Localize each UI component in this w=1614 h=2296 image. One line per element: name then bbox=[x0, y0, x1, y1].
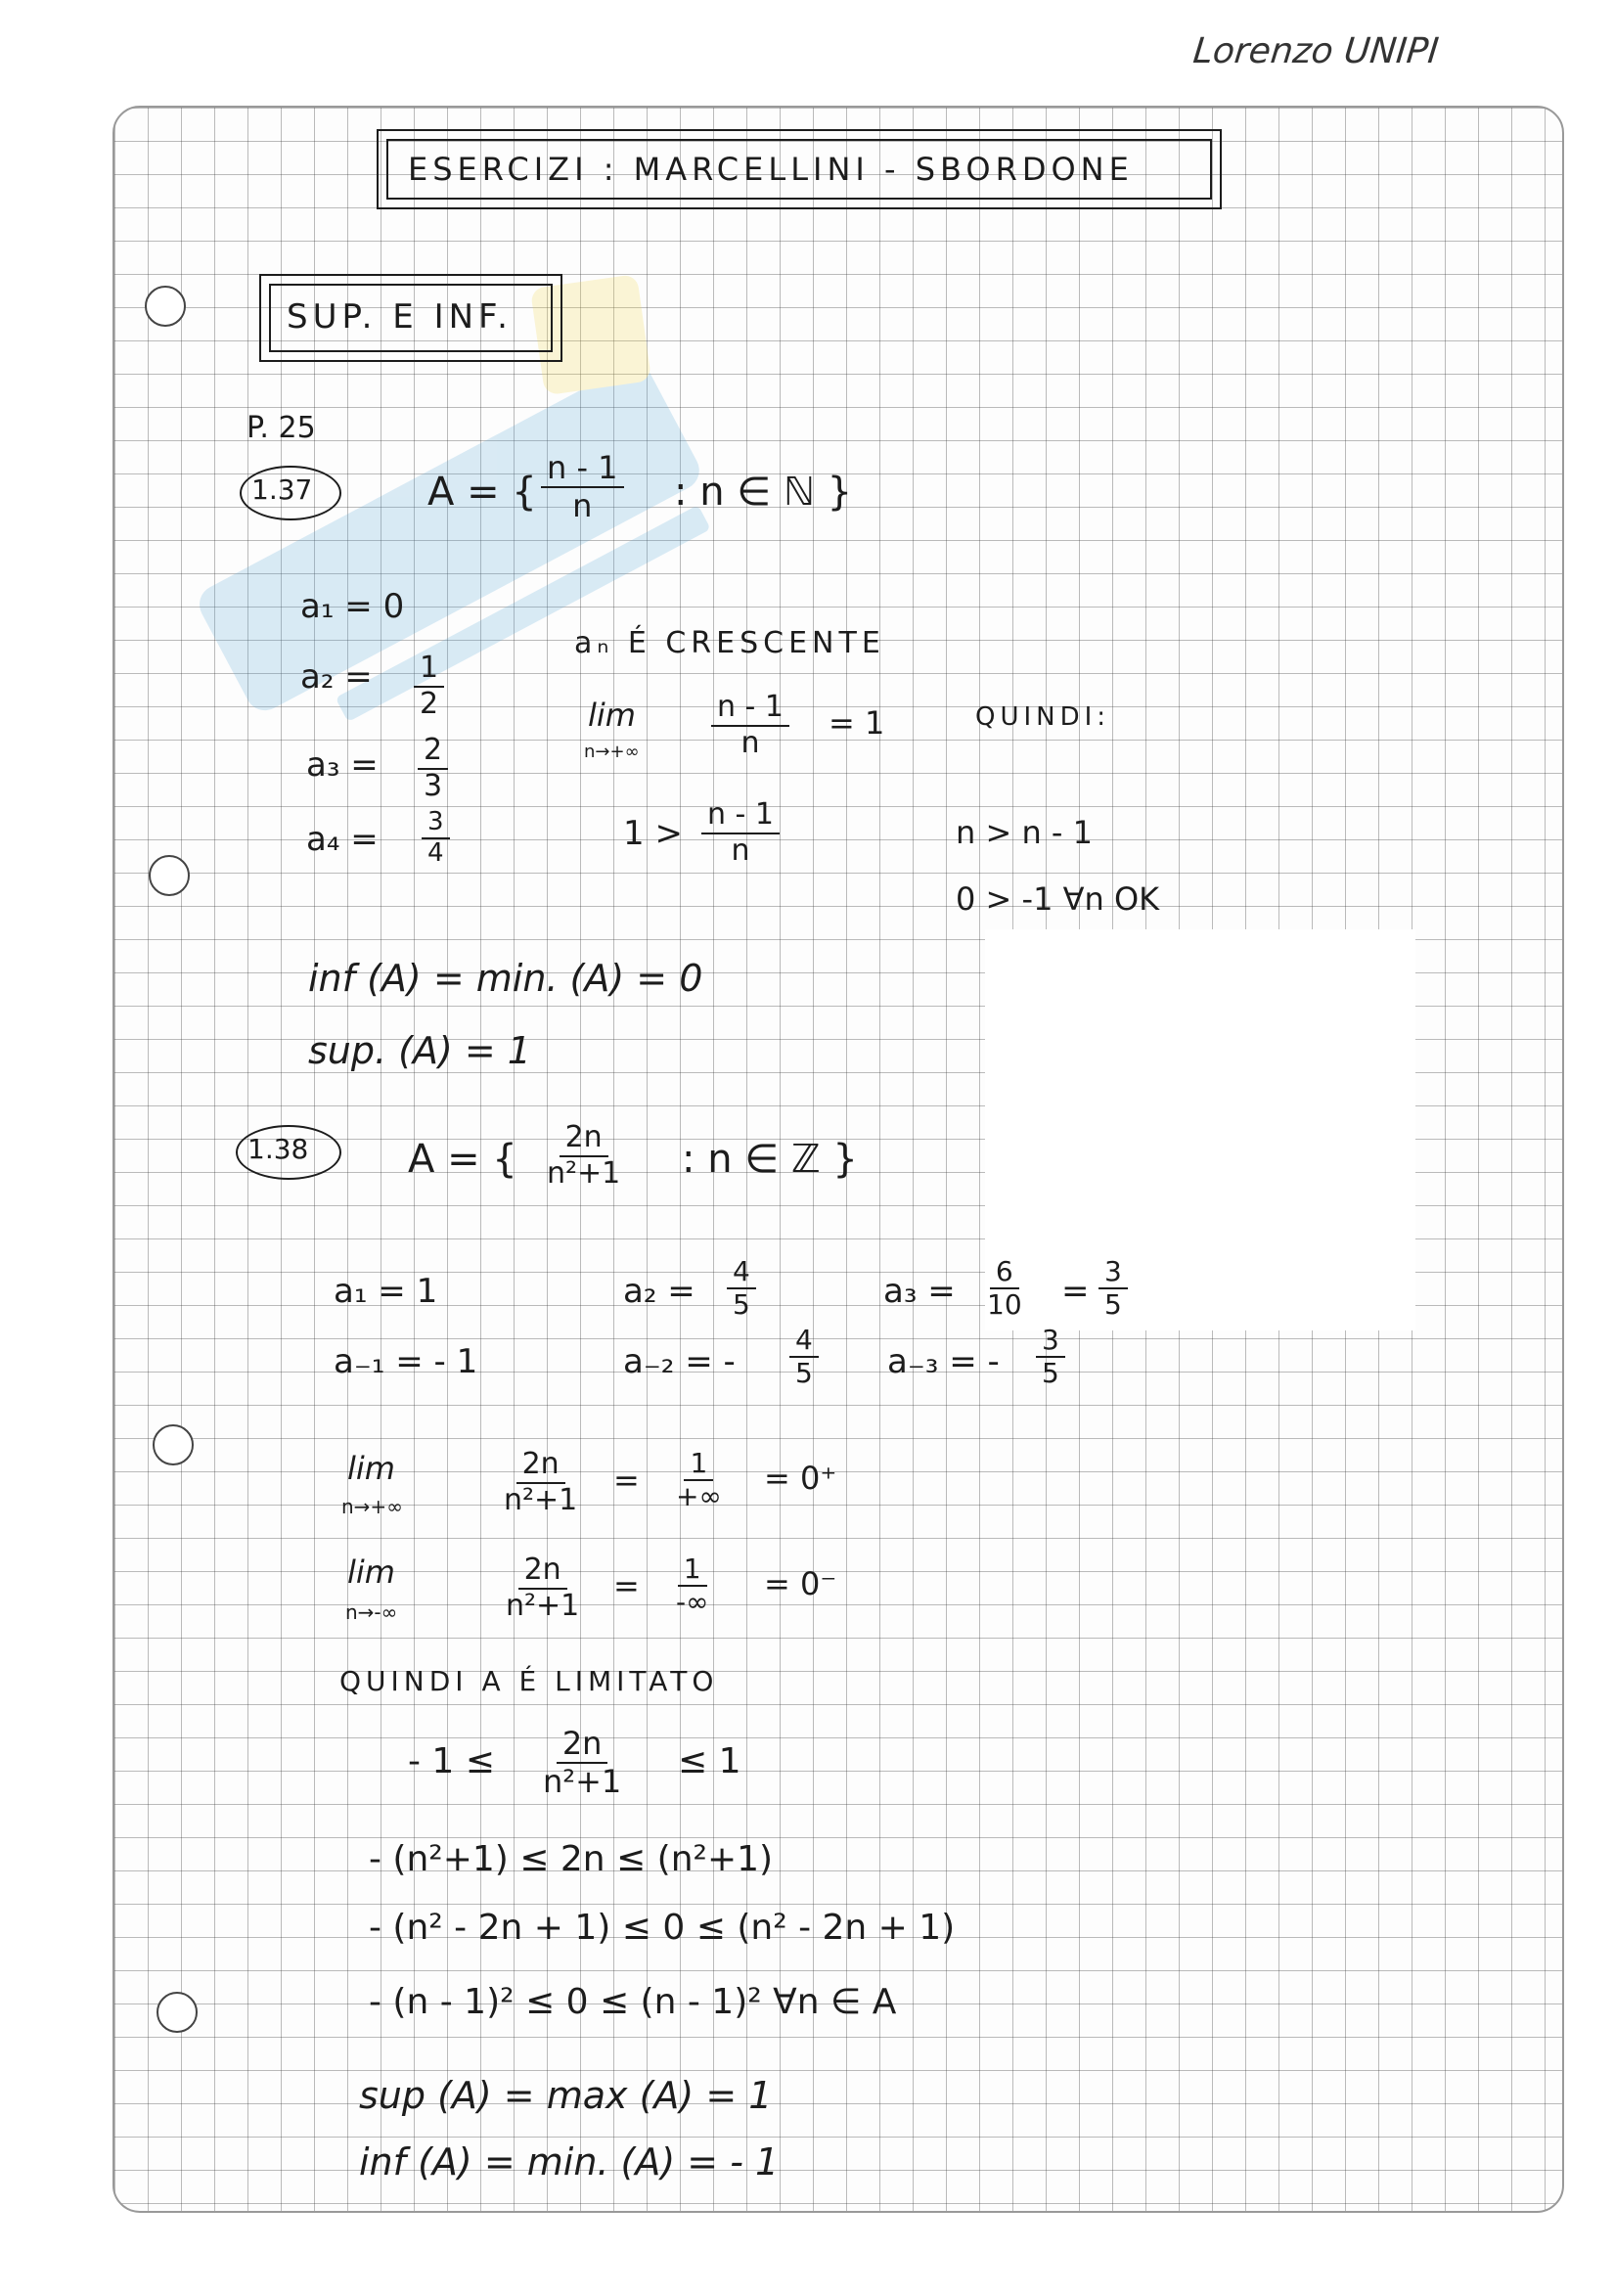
binder-hole-2 bbox=[149, 855, 190, 896]
set-definition-prefix-2: A = { bbox=[408, 1137, 517, 1182]
limit-2-result: = 0⁺ bbox=[764, 1460, 837, 1497]
set-fraction-denominator: n bbox=[572, 486, 593, 524]
limit-result: = 1 bbox=[829, 704, 885, 742]
term-b2-fraction bbox=[727, 1256, 756, 1321]
limit-word-2: lim bbox=[347, 1450, 395, 1487]
term-bm3: a₋₃ = - bbox=[887, 1342, 1000, 1381]
limit-fraction-3 bbox=[500, 1553, 585, 1623]
limit-fraction-2b bbox=[670, 1448, 728, 1512]
limit-fraction-3b bbox=[670, 1553, 714, 1618]
set-definition-suffix: : n ∈ ℕ } bbox=[674, 470, 853, 515]
term-a4-fraction bbox=[422, 808, 450, 869]
term-b3: a₃ = bbox=[883, 1272, 956, 1311]
quindi-note: QUINDI: bbox=[975, 702, 1111, 732]
bound-denominator: n²+1 bbox=[543, 1762, 622, 1800]
limit-fraction-2 bbox=[498, 1448, 583, 1517]
limit-3-equals: = bbox=[613, 1567, 640, 1604]
page-header-author: Lorenzo UNIPI bbox=[1190, 31, 1441, 71]
exercise-number-2: 1.38 bbox=[247, 1133, 309, 1165]
inequality-fraction bbox=[701, 798, 780, 868]
limit-word-3: lim bbox=[347, 1553, 395, 1591]
term-a2-numerator: 1 bbox=[414, 652, 444, 688]
term-b2-numerator: 4 bbox=[727, 1256, 756, 1289]
exercise-number: 1.37 bbox=[251, 473, 313, 506]
inequality-numerator: n - 1 bbox=[701, 798, 780, 834]
set-fraction-2-denominator: n²+1 bbox=[547, 1155, 621, 1191]
term-b3-equals: = bbox=[1061, 1272, 1090, 1311]
bounded-note: QUINDI A É LIMITATO bbox=[339, 1665, 719, 1697]
set-fraction-numerator: n - 1 bbox=[541, 450, 624, 488]
limit-denominator: n bbox=[740, 725, 760, 760]
term-bm2: a₋₂ = - bbox=[623, 1342, 736, 1381]
limit-2-equals: = bbox=[613, 1462, 640, 1499]
term-bm3-numerator: 3 bbox=[1036, 1325, 1065, 1358]
term-bm2-numerator: 4 bbox=[789, 1325, 819, 1358]
term-bm3-denominator: 5 bbox=[1042, 1357, 1059, 1390]
limit-3-result: = 0⁻ bbox=[764, 1565, 837, 1602]
limit-fraction bbox=[711, 691, 789, 760]
term-a4-numerator: 3 bbox=[422, 808, 450, 839]
limit-3-numerator: 2n bbox=[518, 1553, 567, 1590]
limit-word: lim bbox=[588, 697, 636, 734]
term-b3-numerator: 6 bbox=[990, 1256, 1019, 1289]
inequality-step-1: n > n - 1 bbox=[956, 814, 1093, 851]
limit-3-denominator: n²+1 bbox=[506, 1588, 580, 1623]
binder-hole-4 bbox=[157, 1992, 198, 2033]
set-fraction-2-numerator: 2n bbox=[560, 1121, 608, 1157]
term-a1: a₁ = 0 bbox=[300, 587, 405, 626]
term-b3-denominator: 10 bbox=[987, 1288, 1022, 1322]
grid-paper-sheet bbox=[112, 106, 1564, 2213]
binder-hole-3 bbox=[153, 1424, 194, 1465]
set-fraction-2 bbox=[541, 1121, 626, 1191]
term-a4-denominator: 4 bbox=[427, 837, 444, 868]
limit-3b-numerator: 1 bbox=[678, 1553, 707, 1587]
bound-fraction bbox=[537, 1726, 627, 1800]
bound-rhs: ≤ 1 bbox=[678, 1741, 741, 1781]
limit-2b-numerator: 1 bbox=[684, 1448, 713, 1481]
bound-numerator: 2n bbox=[557, 1726, 608, 1764]
term-a2-fraction bbox=[414, 652, 444, 721]
limit-numerator: n - 1 bbox=[711, 691, 789, 727]
limit-2-numerator: 2n bbox=[516, 1448, 565, 1484]
term-b3-fraction-simplified bbox=[1098, 1256, 1128, 1321]
limit-3b-denominator: -∞ bbox=[676, 1586, 709, 1619]
term-b3-simplified-numerator: 3 bbox=[1098, 1256, 1128, 1289]
derivation-step-1: - (n²+1) ≤ 2n ≤ (n²+1) bbox=[369, 1839, 774, 1879]
term-b2-denominator: 5 bbox=[733, 1288, 750, 1322]
set-definition-prefix: A = { bbox=[427, 470, 537, 515]
term-a4: a₄ = bbox=[306, 820, 379, 859]
page-title: ESERCIZI : MARCELLINI - SBORDONE bbox=[408, 151, 1134, 188]
limit-subscript-2: n→+∞ bbox=[341, 1495, 403, 1518]
term-bm1: a₋₁ = - 1 bbox=[334, 1342, 478, 1381]
limit-subscript-3: n→-∞ bbox=[345, 1600, 398, 1624]
term-a2-denominator: 2 bbox=[420, 686, 439, 721]
term-a3-fraction bbox=[418, 734, 448, 803]
limit-2-denominator: n²+1 bbox=[504, 1482, 578, 1517]
term-a3-denominator: 3 bbox=[424, 768, 443, 803]
inequality-denominator: n bbox=[731, 833, 750, 868]
sup-result-2: sup (A) = max (A) = 1 bbox=[359, 2074, 773, 2117]
term-a2: a₂ = bbox=[300, 657, 373, 697]
set-definition-suffix-2: : n ∈ ℤ } bbox=[682, 1137, 858, 1182]
page-reference: P. 25 bbox=[247, 411, 316, 445]
term-a3-numerator: 2 bbox=[418, 734, 448, 770]
term-b1: a₁ = 1 bbox=[334, 1272, 438, 1311]
binder-hole-1 bbox=[145, 286, 186, 327]
inf-result-2: inf (A) = min. (A) = - 1 bbox=[359, 2140, 780, 2183]
derivation-step-3: - (n - 1)² ≤ 0 ≤ (n - 1)² ∀n ∈ A bbox=[369, 1982, 897, 2022]
derivation-step-2: - (n² - 2n + 1) ≤ 0 ≤ (n² - 2n + 1) bbox=[369, 1908, 956, 1948]
set-fraction bbox=[541, 450, 624, 524]
term-bm3-fraction bbox=[1036, 1325, 1065, 1389]
inf-result: inf (A) = min. (A) = 0 bbox=[308, 957, 703, 1000]
limit-2b-denominator: +∞ bbox=[676, 1480, 722, 1513]
sup-result: sup. (A) = 1 bbox=[308, 1029, 531, 1072]
section-title: SUP. E INF. bbox=[287, 297, 513, 337]
limit-subscript: n→+∞ bbox=[584, 742, 640, 762]
bound-lhs: - 1 ≤ bbox=[408, 1741, 495, 1781]
increasing-note: aₙ É CRESCENTE bbox=[574, 626, 885, 660]
term-b2: a₂ = bbox=[623, 1272, 695, 1311]
inequality-lhs: 1 > bbox=[623, 814, 683, 853]
term-b3-simplified-denominator: 5 bbox=[1104, 1288, 1122, 1322]
term-b3-fraction bbox=[981, 1256, 1028, 1321]
blank-area bbox=[985, 929, 1415, 1330]
term-bm2-denominator: 5 bbox=[795, 1357, 813, 1390]
inequality-step-2: 0 > -1 ∀n OK bbox=[956, 880, 1160, 918]
term-bm2-fraction bbox=[789, 1325, 819, 1389]
term-a3: a₃ = bbox=[306, 745, 379, 785]
